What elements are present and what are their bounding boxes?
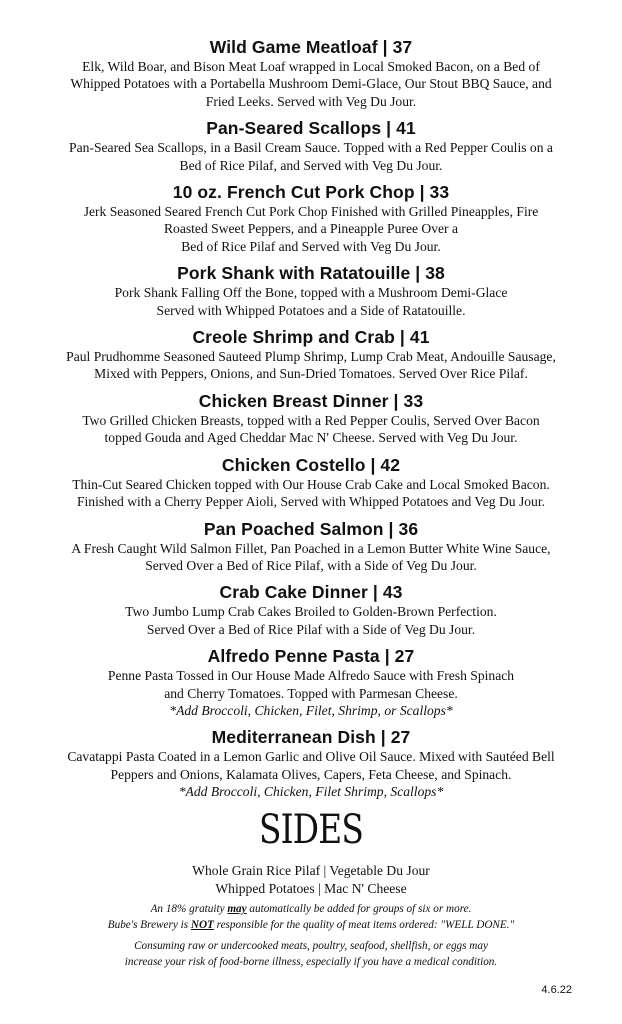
brewery-emphasis: NOT <box>190 918 214 931</box>
description-line: Two Jumbo Lump Crab Cakes Broiled to Golden-Brown Perfection. <box>125 604 497 620</box>
menu-items <box>0 36 622 808</box>
item-description <box>0 203 622 255</box>
menu-item <box>0 36 622 110</box>
description-line: Pan-Seared Sea Scallops, in a Basil Cream Sauce. Topped with a Red Pepper Coulis on a <box>69 140 553 156</box>
description-line: Two Grilled Chicken Breasts, topped with a Red Pepper Coulis, Served Over Bacon <box>82 412 540 428</box>
description-line: Bed of Rice Pilaf, and Served with Veg Du Jour. <box>179 157 443 173</box>
description-line: Served Over a Bed of Rice Pilaf, with a Side of Veg Du Jour. <box>145 557 477 573</box>
menu-item <box>0 581 622 638</box>
brewery-text: responsible for the quality of meat items ordered: "WELL DONE." <box>213 918 515 931</box>
description-line: Penne Pasta Tossed in Our House Made Alfredo Sauce with Fresh Spinach <box>107 668 515 684</box>
menu-item <box>0 181 622 255</box>
item-title: Alfredo Penne Pasta | 27 <box>207 646 415 667</box>
item-description <box>0 348 622 383</box>
item-description <box>0 748 622 800</box>
item-title: 10 oz. French Cut Pork Chop | 33 <box>172 182 450 203</box>
menu-item <box>0 117 622 174</box>
sides-line: Whole Grain Rice Pilaf | Vegetable Du Jour <box>192 863 430 878</box>
description-line: Jerk Seasoned Seared French Cut Pork Chop Finished with Grilled Pineapples, Fire <box>83 204 539 220</box>
consumer-advisory-line: increase your risk of food-borne illness, especially if you have a medical condition. <box>124 955 498 968</box>
item-description <box>0 667 622 719</box>
item-title: Wild Game Meatloaf | 37 <box>209 37 413 57</box>
sides-list <box>0 862 622 898</box>
description-line: Bed of Rice Pilaf and Served with Veg Du Jour. <box>181 238 441 254</box>
gratuity-notice <box>0 902 622 918</box>
item-title: Pan-Seared Scallops | 41 <box>206 118 416 139</box>
revision-date: 4.6.22 <box>541 984 572 996</box>
item-title: Chicken Breast Dinner | 33 <box>198 390 424 411</box>
description-line: Roasted Sweet Peppers, and a Pineapple Puree Over a <box>163 221 459 237</box>
menu-item <box>0 726 622 800</box>
menu-item <box>0 326 622 383</box>
description-line: and Cherry Tomatoes. Topped with Parmesan Cheese. <box>164 685 458 701</box>
menu-item <box>0 454 622 511</box>
item-description <box>0 58 622 110</box>
item-description <box>0 476 622 511</box>
sides-line: Whipped Potatoes | Mac N' Cheese <box>215 881 407 896</box>
item-description <box>0 603 622 638</box>
item-title: Pork Shank with Ratatouille | 38 <box>177 263 445 284</box>
description-line: topped Gouda and Aged Cheddar Mac N' Cheese. Served with Veg Du Jour. <box>104 430 518 446</box>
description-line: Finished with a Cherry Pepper Aioli, Served with Whipped Potatoes and Veg Du Jour. <box>76 494 546 510</box>
item-title: Mediterranean Dish | 27 <box>211 727 411 748</box>
description-line: Pork Shank Falling Off the Bone, topped with a Mushroom Demi-Glace <box>114 285 508 301</box>
item-description <box>0 139 622 174</box>
item-description <box>0 412 622 447</box>
item-description <box>0 284 622 319</box>
description-line: Served Over a Bed of Rice Pilaf with a Side of Veg Du Jour. <box>146 621 476 637</box>
description-line: Served with Whipped Potatoes and a Side of Ratatouille. <box>156 302 466 318</box>
fine-print <box>0 902 622 970</box>
description-line: Whipped Potatoes with a Portabella Mushroom Demi-Glace, Our Stout BBQ Sauce, and <box>70 76 552 92</box>
gratuity-emphasis: may <box>227 903 247 915</box>
item-title: Creole Shrimp and Crab | 41 <box>192 327 430 348</box>
description-line: Thin-Cut Seared Chicken topped with Our House Crab Cake and Local Smoked Bacon. <box>72 476 550 492</box>
description-line: Mixed with Peppers, Onions, and Sun-Dried Tomatoes. Served Over Rice Pilaf. <box>94 366 528 382</box>
menu-item <box>0 645 622 719</box>
add-on-note: *Add Broccoli, Chicken, Filet Shrimp, Scallops* <box>178 784 444 800</box>
gratuity-text: automatically be added for groups of six or more. <box>246 903 472 915</box>
sides-heading: SIDES <box>258 807 364 853</box>
brewery-text: Bube's Brewery is <box>107 918 191 931</box>
description-line: Peppers and Onions, Kalamata Olives, Capers, Feta Cheese, and Spinach. <box>110 766 512 782</box>
description-line: Paul Prudhomme Seasoned Sauteed Plump Shrimp, Lump Crab Meat, Andouille Sausage, <box>66 349 556 365</box>
menu-item <box>0 390 622 447</box>
description-line: A Fresh Caught Wild Salmon Fillet, Pan Poached in a Lemon Butter White Wine Sauce, <box>71 540 551 556</box>
item-title: Crab Cake Dinner | 43 <box>219 582 403 603</box>
description-line: Elk, Wild Boar, and Bison Meat Loaf wrapped in Local Smoked Bacon, on a Bed of <box>82 59 540 74</box>
item-title: Chicken Costello | 42 <box>221 454 401 475</box>
description-line: Cavatappi Pasta Coated in a Lemon Garlic and Olive Oil Sauce. Mixed with Sautéed Bell <box>67 749 555 765</box>
add-on-note: *Add Broccoli, Chicken, Filet, Shrimp, or Scallops* <box>169 702 453 718</box>
item-title: Pan Poached Salmon | 36 <box>203 518 419 539</box>
description-line: Fried Leeks. Served with Veg Du Jour. <box>205 93 417 109</box>
menu-item <box>0 518 622 575</box>
consumer-advisory-line: Consuming raw or undercooked meats, poultry, seafood, shellfish, or eggs may <box>134 940 488 952</box>
menu-item <box>0 262 622 319</box>
well-done-notice <box>0 918 622 934</box>
gratuity-text: An 18% gratuity <box>150 903 228 915</box>
item-description <box>0 540 622 575</box>
